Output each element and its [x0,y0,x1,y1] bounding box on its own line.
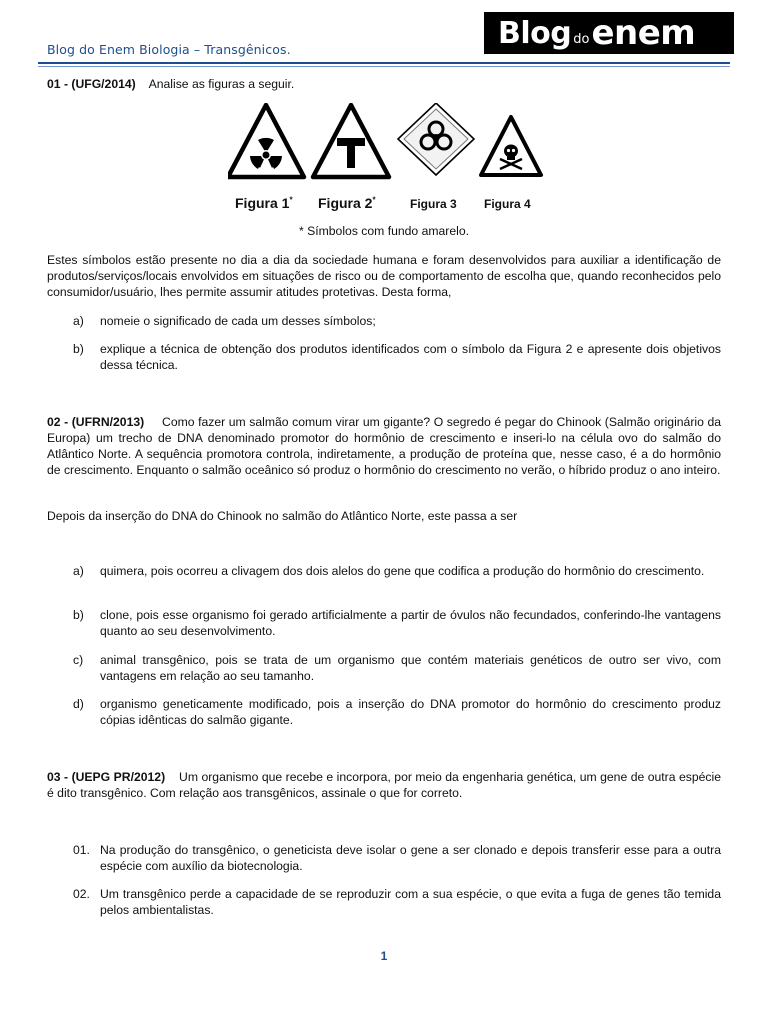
q3-body: Um organismo que recebe e incorpora, por meio da engenharia genética, um gene de outra espécie é dito transgênico. Com relação aos transgênicos, assinale o que for correto. [47,770,722,800]
q3-source: 03 - (UEPG PR/2012) [47,770,166,784]
q2-body-paragraph [47,414,721,478]
q3-item-02 [73,886,721,918]
logo-text-blog: Blog [498,15,572,51]
header-rule [38,62,730,64]
q2-item-a [73,563,721,579]
q2-item-c [73,652,721,684]
header-rule-thin [38,66,730,67]
skull-poison-icon [481,117,541,175]
q2-item-d [73,696,721,728]
warning-signs-figure [228,103,548,183]
item-text: explique a técnica de obtenção dos produtos identificados com o símbolo da Figura 2 e apresente dois objetivos dessa técnica. [100,342,721,372]
header-title: Blog do Enem Biologia – Transgênicos. [47,42,291,57]
item-label: d) [73,697,84,711]
figure-2-label: Figura 2* [318,195,376,211]
item-text: clone, pois esse organismo foi gerado artificialmente a partir de óvulos não fecundados, conferindo-lhe vantagens quanto ao seu desenvolvimento. [100,608,721,638]
blog-do-enem-logo [484,12,734,54]
item-label: b) [73,342,84,356]
q1-item-a [73,313,721,329]
figure-1-label: Figura 1* [235,195,293,211]
item-text: nomeie o significado de cada um desses símbolos; [100,314,376,328]
q1-heading-line [47,76,721,92]
item-text: animal transgênico, pois se trata de um organismo que contém materiais genéticos de outro ser vivo, com vantagens em relação ao seu tamanho. [100,653,721,683]
figures-note: * Símbolos com fundo amarelo. [298,224,470,238]
item-label: a) [73,314,84,328]
biohazard-icon [398,103,474,175]
q3-body-paragraph [47,769,721,801]
q1-body: Estes símbolos estão presente no dia a dia da sociedade humana e foram desenvolvidos para auxiliar a identificação de produtos/serviços/locais envolvidos em situações de risco ou de comportamento de escolha que, quando reconhecidos pelo consumidor/usuário, lhes permite assumir atitudes protetivas. Desta forma, [47,253,721,299]
figure-4-label: Figura 4 [484,197,531,211]
item-label: 02. [73,887,90,901]
item-text: quimera, pois ocorreu a clivagem dos dois alelos do gene que codifica a produção do hormônio do crescimento. [100,564,705,578]
figure-3-label: Figura 3 [410,197,457,211]
q2-item-b [73,607,721,639]
page-number: 1 [380,949,388,963]
radiation-warning-icon [228,105,304,177]
item-text: Um transgênico perde a capacidade de se reproduzir com a sua espécie, o que evita a fuga de genes tão temida pelos ambientalistas. [100,887,721,917]
item-label: 01. [73,843,90,857]
q1-item-b [73,341,721,373]
q1-source: 01 - (UFG/2014) [47,77,136,91]
item-text: organismo geneticamente modificado, pois a inserção do DNA promotor do hormônio do crescimento produz cópias idênticas do salmão gigante. [100,697,721,727]
item-label: a) [73,564,84,578]
item-label: c) [73,653,84,667]
q2-body: Como fazer um salmão comum virar um gigante? O segredo é pegar do Chinook (Salmão originário da Europa) um trecho de DNA denominado promotor do hormônio de crescimento e inseri-lo na célula ovo do salmão do Atlântico Norte. A sequência promotora controla, indiretamente, a produção de proteína que, nesse caso, é a do hormônio de crescimento. Enquanto o salmão oceânico só produz o hormônio do crescimento no verão, o híbrido produz o ano inteiro. [47,415,722,477]
q1-intro: Analise as figuras a seguir. [148,77,295,91]
logo-text-do: do [573,31,590,47]
logo-text-enem: enem [591,13,696,53]
q2-prompt: Depois da inserção do DNA do Chinook no salmão do Atlântico Norte, este passa a ser [47,509,518,523]
item-text: Na produção do transgênico, o geneticista deve isolar o gene a ser clonado e depois transferir esse para a outra espécie com auxílio da biotecnologia. [100,843,721,873]
item-label: b) [73,608,84,622]
q2-source: 02 - (UFRN/2013) [47,415,145,429]
transgenic-t-warning-icon [313,105,389,177]
q3-item-01 [73,842,721,874]
